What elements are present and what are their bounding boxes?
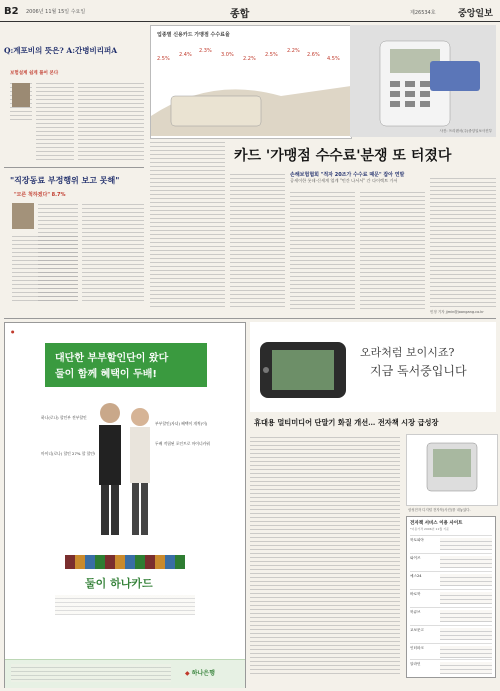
- column-body-c: [78, 80, 144, 160]
- site-name: 북큐브: [410, 610, 421, 614]
- section-title: 종합: [230, 9, 250, 20]
- masthead-rule: [0, 21, 500, 22]
- ad-callout-2: 부부할인(자녀) 혜택이 개씩(이): [155, 421, 208, 426]
- ad-callout-1: 하나(로나) 할인부 전부할인: [41, 415, 87, 420]
- sites-table-row: [410, 589, 492, 606]
- rate-label: 3.0%: [221, 52, 234, 58]
- promo-sub: 지금 독서중입니다: [370, 364, 467, 378]
- sites-table-row: [410, 571, 492, 588]
- feature-sub-1: 손해보험협회 "적자 20조가 수수료 때문" 잡아 연말: [290, 172, 405, 178]
- column-divider: [4, 167, 144, 168]
- sites-table-row: [410, 607, 492, 624]
- ebook-photo: [406, 434, 498, 506]
- sites-table-title: 전자책 서비스 이용 사이트: [410, 521, 463, 526]
- author-photo: [12, 83, 30, 107]
- feature-sub-2: 공세이한 롯데·신세계 업계 "민간 나서서" 간 다이렉트 가서: [290, 178, 398, 183]
- left-column: [4, 25, 144, 315]
- page-number: B2: [4, 6, 19, 17]
- site-desc: [440, 610, 492, 622]
- sites-table-row: [410, 553, 492, 570]
- feature-body-a: [150, 139, 225, 309]
- site-desc: [440, 574, 492, 586]
- site-desc: [440, 646, 492, 658]
- site-desc: [440, 628, 492, 640]
- promo-title: 오라처럼 보이시죠?: [360, 346, 455, 359]
- card-terminal-photo-icon: [360, 31, 486, 131]
- sites-table-row: [410, 535, 492, 552]
- site-desc: [440, 662, 492, 674]
- ebook-article: [250, 322, 496, 686]
- site-desc: [440, 538, 492, 550]
- ad-brand-mark: ●: [11, 329, 15, 334]
- masthead: [0, 4, 500, 20]
- feature-article: [150, 25, 496, 315]
- ad-headline-2: 둘이 함께 혜택이 두배!: [55, 369, 157, 380]
- ad-fine-print: [55, 595, 195, 615]
- column-photo-2: [12, 203, 34, 229]
- site-name: 예스24: [410, 574, 422, 578]
- site-name: 알라딘: [410, 662, 421, 666]
- issue-number: 제26534호: [410, 10, 436, 16]
- ad-product-strip: [65, 555, 185, 569]
- chart-title: 업종별 신용카드 가맹점 수수료율: [157, 32, 230, 38]
- ebook-body-a: [250, 434, 400, 674]
- ad-headline-box: [45, 343, 207, 387]
- site-name: 와이즈: [410, 556, 421, 560]
- hana-ad[interactable]: [4, 322, 246, 688]
- feature-body-b: [230, 171, 285, 309]
- site-desc: [440, 556, 492, 568]
- paper-name: 중앙일보: [458, 9, 493, 19]
- ad-couple-illustration: [85, 393, 165, 543]
- feature-body-e: [430, 175, 496, 309]
- chart-box: [150, 25, 352, 139]
- pmp-device-icon: [256, 330, 352, 410]
- ad-headline-1: 대단한 부부할인단이 왔다: [55, 353, 169, 364]
- rate-label: 2.2%: [243, 56, 256, 62]
- column-headline-2: "직장동료 부정행위 보고 못해": [10, 175, 120, 185]
- author-label: 보험설계 쉽게 풀어 본다: [10, 71, 59, 76]
- bank-logo-text: 하나은행: [191, 670, 215, 677]
- ebook-photo-caption: 삼성전자 디지털 전자북(사진)를 내놓았다.: [408, 508, 471, 512]
- rate-label: 2.6%: [307, 52, 320, 58]
- card-terminal-illustration: [151, 66, 351, 136]
- ebook-device-icon: [407, 435, 497, 505]
- ad-bank-logo: [185, 668, 215, 677]
- ad-callout-4: 마이너(로나) 할인 27% 할 할인!: [41, 451, 96, 456]
- site-name: 인터파크: [410, 646, 424, 650]
- site-desc: [440, 592, 492, 604]
- mid-rule: [4, 318, 496, 319]
- feature-body-c: [290, 189, 355, 309]
- photo-caption: 사진: 프리랜서(주)중앙일보사진부: [439, 129, 492, 133]
- feature-body-d: [360, 189, 425, 309]
- site-name: 북토피아: [410, 538, 424, 542]
- ad-callout-3: 두배 적립된 포인트로 마이너카워: [155, 441, 210, 446]
- rate-label: 4.5%: [327, 56, 340, 62]
- feature-headline: 카드 '가맹점 수수료'분쟁 또 터졌다: [234, 148, 452, 164]
- rate-label: 2.2%: [287, 48, 300, 54]
- ad-tagline: 둘이 하나카드: [85, 577, 153, 590]
- column-title: Q:계포비의 뜻은? A:간병비리퍼A: [4, 46, 118, 55]
- chart-rate-labels: [157, 48, 347, 68]
- sites-table-row: [410, 643, 492, 660]
- sites-table-row: [410, 625, 492, 642]
- sites-table: [406, 516, 496, 678]
- rate-label: 2.5%: [157, 56, 170, 62]
- ad-footer-text: [11, 664, 171, 682]
- site-name: 바로북: [410, 592, 421, 596]
- ebook-headline: 휴대용 멀티미디어 단말기 화질 개선… 전자책 시장 급성장: [254, 418, 439, 427]
- promo-image: [250, 322, 496, 412]
- bank-logo-icon: ◆: [185, 670, 190, 677]
- terminal-photo: [350, 25, 496, 137]
- ad-footer-band: [5, 659, 245, 688]
- column-body-e: [12, 233, 78, 303]
- rate-label: 2.4%: [179, 52, 192, 58]
- column-subheadline-2: "모른 척하겠다" 8.7%: [14, 192, 66, 198]
- sites-table-sub: *이용가격 2006년 11월 기준: [410, 527, 449, 531]
- feature-byline: 민정 기자 jjmin@joongang.co.kr: [430, 310, 484, 314]
- column-body-b: [36, 80, 74, 160]
- issue-date: 2006년 11월 15일 수요일: [26, 9, 86, 15]
- column-body-f: [82, 201, 144, 301]
- rate-label: 2.3%: [199, 48, 212, 54]
- site-name: 교보문고: [410, 628, 424, 632]
- rate-label: 2.5%: [265, 52, 278, 58]
- sites-table-row: [410, 659, 492, 676]
